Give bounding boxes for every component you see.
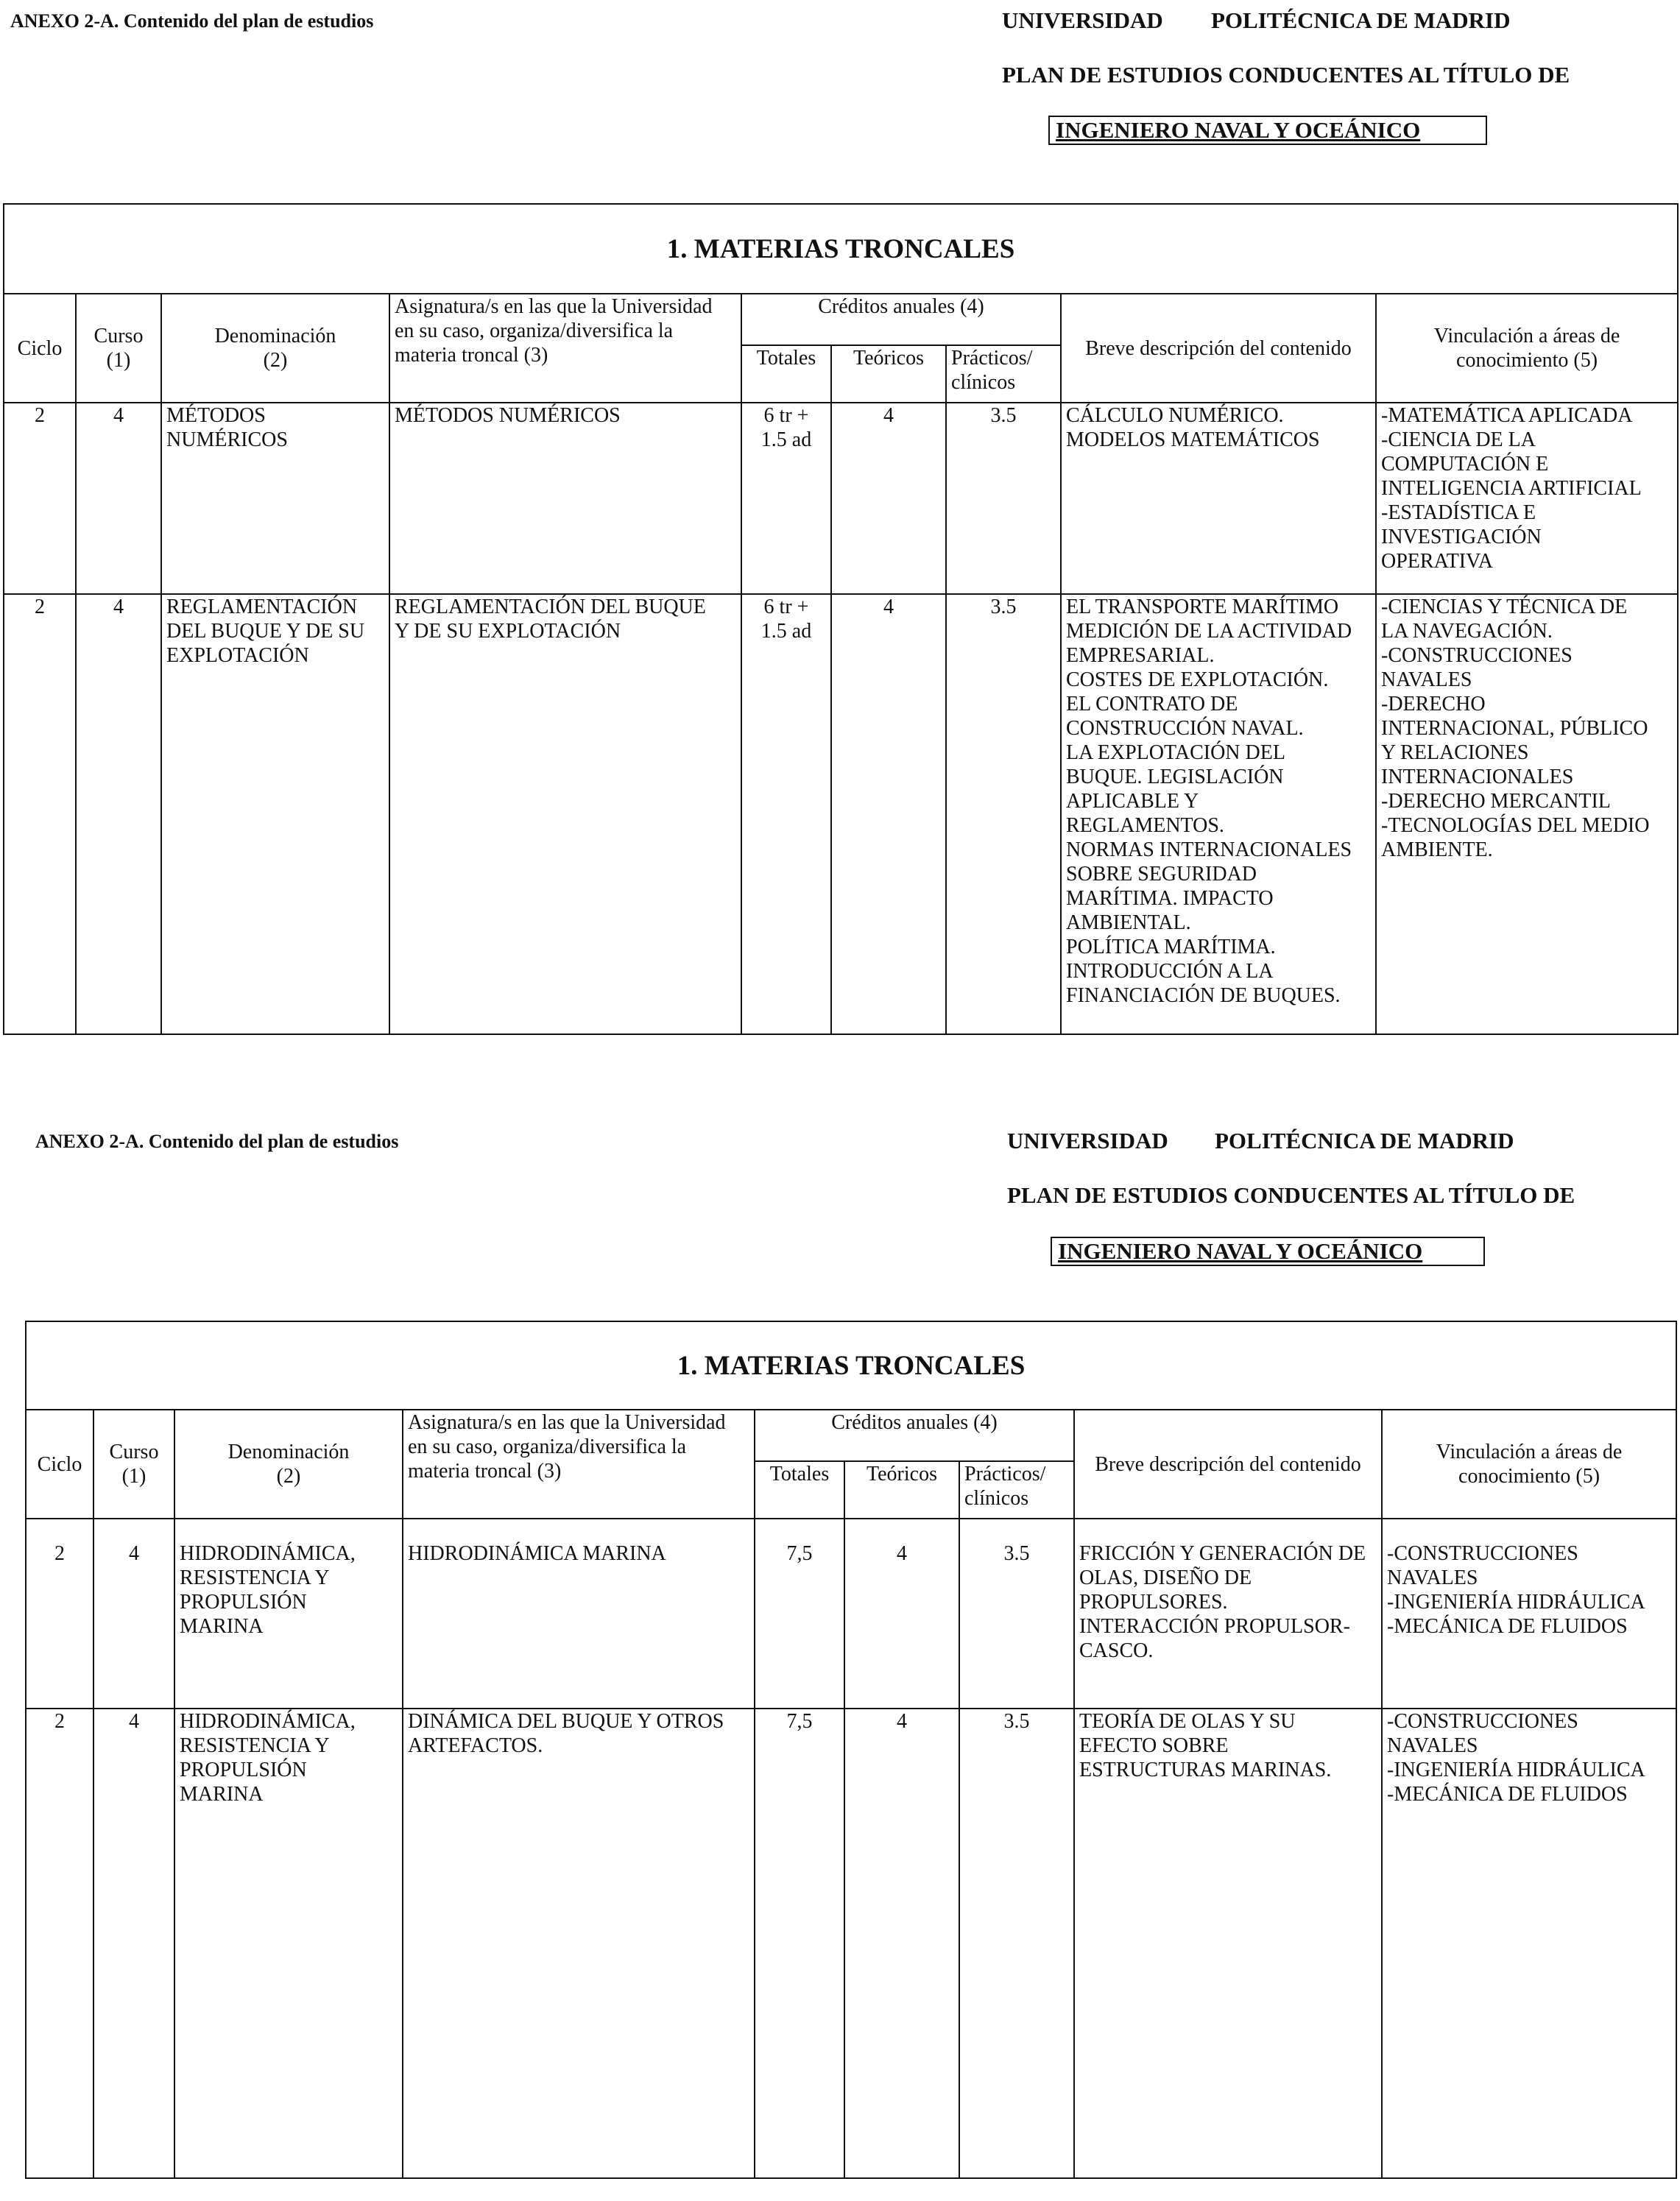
cell-totales: 6 tr + 1.5 ad [741,403,831,594]
cell-descripcion: EL TRANSPORTE MARÍTIMO MEDICIÓN DE LA ACTIVIDAD EMPRESARIAL. COSTES DE EXPLOTACIÓN. EL CONTRATO DE CONSTRUCCIÓN NAVAL. LA EXPLOTACIÓN DEL BUQUE. LEGISLACIÓN APLICABLE Y REGLAMENTOS. NORMAS INTERNACIONALES SOBRE SEGURIDAD MARÍTIMA. IMPACTO AMBIENTAL. POLÍTICA MARÍTIMA. INTRODUCCIÓN A LA FINANCIACIÓN DE BUQUES. [1061,594,1376,1034]
cell-practicos: 3.5 [946,403,1061,594]
cell-vinculacion: -CONSTRUCCIONES NAVALES -INGENIERÍA HIDRÁULICA -MECÁNICA DE FLUIDOS [1382,1709,1676,2178]
cell-descripcion: TEORÍA DE OLAS Y SU EFECTO SOBRE ESTRUCTURAS MARINAS. [1074,1709,1382,2178]
cell-teoricos: 4 [831,594,946,1034]
plan-title: PLAN DE ESTUDIOS CONDUCENTES AL TÍTULO DE [1002,62,1570,88]
cell-totales: 7,5 [755,1709,844,2178]
col-practicos: Prácticos/ clínicos [946,345,1061,403]
cell-ciclo: 2 [26,1519,93,1709]
col-ciclo: Ciclo [26,1410,93,1519]
university-name: POLITÉCNICA DE MADRID [1215,1128,1514,1154]
col-vinculacion: Vinculación a áreas de conocimiento (5) [1376,294,1678,403]
cell-denominacion: REGLAMENTACIÓN DEL BUQUE Y DE SU EXPLOTACIÓN [161,594,389,1034]
subjects-table [3,203,1679,1035]
table-row [4,403,1678,594]
cell-ciclo: 2 [26,1709,93,2178]
cell-practicos: 3.5 [946,594,1061,1034]
university-label: UNIVERSIDAD [1002,7,1163,33]
col-teoricos: Teóricos [831,345,946,403]
subjects-table [25,1321,1677,2179]
col-curso: Curso (1) [93,1410,174,1519]
cell-totales: 6 tr + 1.5 ad [741,594,831,1034]
table-row [26,1709,1676,2178]
university-name: POLITÉCNICA DE MADRID [1211,7,1511,33]
cell-asignatura: DINÁMICA DEL BUQUE Y OTROS ARTEFACTOS. [403,1709,755,2178]
cell-denominacion: HIDRODINÁMICA, RESISTENCIA Y PROPULSIÓN MARINA [174,1519,403,1709]
col-denominacion: Denominación (2) [174,1410,403,1519]
cell-curso: 4 [76,594,161,1034]
cell-curso: 4 [76,403,161,594]
table-row [26,1519,1676,1709]
cell-denominacion: MÉTODOS NUMÉRICOS [161,403,389,594]
cell-curso: 4 [93,1519,174,1709]
annex-title: ANEXO 2-A. Contenido del plan de estudios [10,10,374,32]
degree-box [1051,1237,1485,1266]
col-totales: Totales [741,345,831,403]
col-teoricos: Teóricos [844,1461,959,1519]
col-ciclo: Ciclo [4,294,76,403]
cell-curso: 4 [93,1709,174,2178]
degree-title: INGENIERO NAVAL Y OCEÁNICO [1058,1238,1423,1264]
col-creditos: Créditos anuales (4) [741,294,1061,345]
section-title: 1. MATERIAS TRONCALES [4,204,1678,294]
col-descripcion: Breve descripción del contenido [1061,294,1376,403]
cell-vinculacion: -CIENCIAS Y TÉCNICA DE LA NAVEGACIÓN. -CONSTRUCCIONES NAVALES -DERECHO INTERNACIONAL, PÚBLICO Y RELACIONES INTERNACIONALES -DERECHO MERCANTIL -TECNOLOGÍAS DEL MEDIO AMBIENTE. [1376,594,1678,1034]
col-vinculacion: Vinculación a áreas de conocimiento (5) [1382,1410,1676,1519]
col-descripcion: Breve descripción del contenido [1074,1410,1382,1519]
col-denominacion: Denominación (2) [161,294,389,403]
cell-teoricos: 4 [844,1519,959,1709]
col-practicos: Prácticos/ clínicos [959,1461,1074,1519]
col-asignatura: Asignatura/s en las que la Universidad en su caso, organiza/diversifica la materia troncal (3) [389,294,741,403]
cell-practicos: 3.5 [959,1709,1074,2178]
degree-title: INGENIERO NAVAL Y OCEÁNICO [1056,117,1421,143]
plan-title: PLAN DE ESTUDIOS CONDUCENTES AL TÍTULO DE [1007,1182,1575,1208]
col-creditos: Créditos anuales (4) [755,1410,1074,1461]
university-label: UNIVERSIDAD [1007,1128,1168,1154]
degree-box [1048,116,1487,145]
page-block-2 [0,1120,1680,2201]
cell-teoricos: 4 [844,1709,959,2178]
cell-totales: 7,5 [755,1519,844,1709]
cell-descripcion: CÁLCULO NUMÉRICO. MODELOS MATEMÁTICOS [1061,403,1376,594]
cell-asignatura: HIDRODINÁMICA MARINA [403,1519,755,1709]
col-asignatura: Asignatura/s en las que la Universidad en su caso, organiza/diversifica la materia troncal (3) [403,1410,755,1519]
section-title: 1. MATERIAS TRONCALES [26,1321,1676,1410]
page-block-1 [0,0,1680,1081]
cell-vinculacion: -MATEMÁTICA APLICADA -CIENCIA DE LA COMPUTACIÓN E INTELIGENCIA ARTIFICIAL -ESTADÍSTICA E INVESTIGACIÓN OPERATIVA [1376,403,1678,594]
cell-denominacion: HIDRODINÁMICA, RESISTENCIA Y PROPULSIÓN MARINA [174,1709,403,2178]
cell-descripcion: FRICCIÓN Y GENERACIÓN DE OLAS, DISEÑO DE PROPULSORES. INTERACCIÓN PROPULSOR- CASCO. [1074,1519,1382,1709]
annex-title: ANEXO 2-A. Contenido del plan de estudios [35,1131,399,1152]
table-row [4,594,1678,1034]
cell-asignatura: REGLAMENTACIÓN DEL BUQUE Y DE SU EXPLOTACIÓN [389,594,741,1034]
cell-ciclo: 2 [4,403,76,594]
col-curso: Curso (1) [76,294,161,403]
cell-teoricos: 4 [831,403,946,594]
cell-vinculacion: -CONSTRUCCIONES NAVALES -INGENIERÍA HIDRÁULICA -MECÁNICA DE FLUIDOS [1382,1519,1676,1709]
cell-practicos: 3.5 [959,1519,1074,1709]
cell-asignatura: MÉTODOS NUMÉRICOS [389,403,741,594]
col-totales: Totales [755,1461,844,1519]
cell-ciclo: 2 [4,594,76,1034]
